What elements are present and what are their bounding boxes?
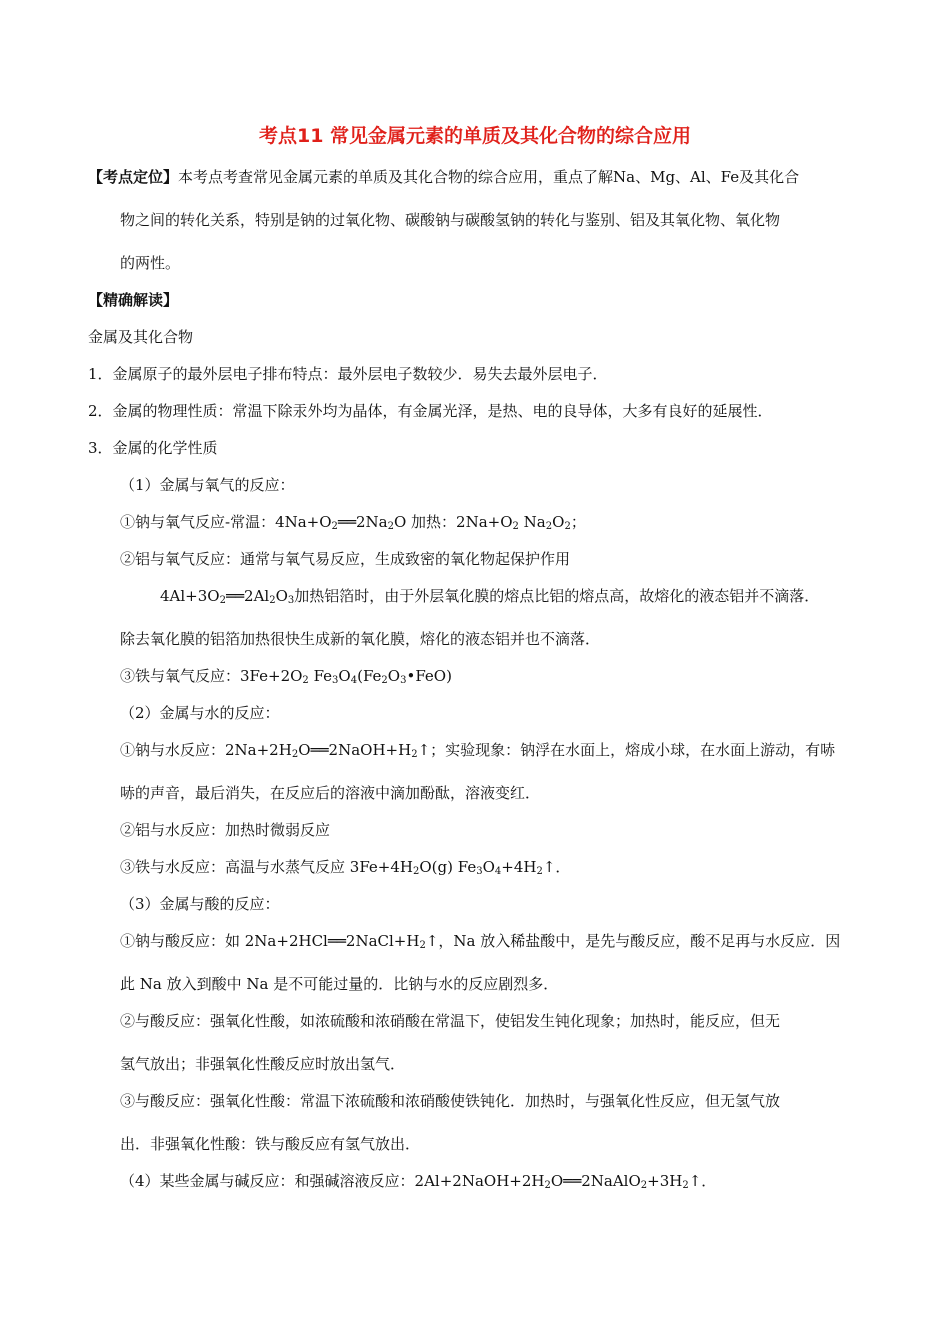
acid-fe-reaction: ③与酸反应：强氧化性酸：常温下浓硫酸和浓硝酸使铁钝化．加热时，与强氧化性反应，但无氢气放 [120,1092,781,1110]
section-heading: 【精确解读】 [88,291,179,309]
acid-na-reaction: ①钠与酸反应：如 $2Na+2HCl══2NaCl+H_2↑$，Na 放入稀盐酸中，是先与酸反应，酸不足再与水反应．因 [120,932,841,951]
section-subtitle: 金属及其化合物 [88,328,194,346]
base-reaction: （4）某些金属与碱反应：和强碱溶液反应：$2Al+2NaOH+2H_2O══2NaAlO_2+3H_2↑$． [120,1172,717,1191]
water-fe-reaction: ③铁与水反应：高温与水蒸气反应 $3Fe+4H_2O(g)$ $Fe_3O_4+4H_2↑$． [120,858,571,877]
positioning-line-2: 物之间的转化关系，特别是钠的过氧化物、碳酸钠与碳酸氢钠的转化与鉴别、铝及其氧化物、氧化物 [120,211,781,229]
point-1: 1．金属原子的最外层电子排布特点：最外层电子数较少．易失去最外层电子． [88,365,608,383]
oxygen-al-continued: 除去氧化膜的铝箔加热很快生成新的氧化膜，熔化的液态铝并也不滴落． [120,630,601,648]
water-al-reaction: ②铝与水反应：加热时微弱反应 [120,821,331,839]
acid-na-continued: 此 Na 放入到酸中 Na 是不可能过量的．比钠与水的反应剧烈多． [120,975,559,993]
positioning-line-1: 【考点定位】本考点考查常见金属元素的单质及其化合物的综合应用，重点了解Na、Mg、Al、Fe及其化合 [88,168,800,186]
water-na-continued: 哧的声音，最后消失，在反应后的溶液中滴加酚酞，溶液变红． [120,784,541,802]
oxygen-al-equation: $4Al+3O_2══2Al_2O_3$加热铝箔时，由于外层氧化膜的熔点比铝的熔点高，故熔化的液态铝并不滴落． [160,587,820,606]
acid-al-reaction: ②与酸反应：强氧化性酸，如浓硫酸和浓硝酸在常温下，使铝发生钝化现象；加热时，能反应，但无 [120,1012,781,1030]
positioning-line-3: 的两性。 [120,254,181,272]
oxygen-al-intro: ②铝与氧气反应：通常与氧气易反应，生成致密的氧化物起保护作用 [120,550,571,568]
point-2: 2．金属的物理性质：常温下除汞外均为晶体，有金属光泽，是热、电的良导体，大多有良好的延展性． [88,402,773,420]
acid-heading: （3）金属与酸的反应： [120,895,280,913]
oxygen-fe-reaction: ③铁与氧气反应：$3Fe+2O_2$ $Fe_3O_4(Fe_2O_3•FeO)$ [120,667,452,686]
positioning-label: 【考点定位】 [88,168,179,186]
acid-al-continued: 氢气放出；非强氧化性酸反应时放出氢气． [120,1055,406,1073]
acid-fe-continued: 出．非强氧化性酸：铁与酸反应有氢气放出． [120,1135,421,1153]
page-title: 考点11 常见金属元素的单质及其化合物的综合应用 [258,125,692,147]
oxygen-heading: （1）金属与氧气的反应： [120,476,295,494]
water-na-reaction: ①钠与水反应：$2Na+2H_2O══2NaOH+H_2↑$；实验现象：钠浮在水面上，熔成小球，在水面上游动，有哧 [120,741,836,760]
water-heading: （2）金属与水的反应： [120,704,280,722]
oxygen-na-reaction: ①钠与氧气反应-常温：$4Na+O_2══2Na_2O$ 加热：$2Na+O_2$ $Na_2O_2$； [120,513,586,532]
point-3: 3．金属的化学性质 [88,439,218,457]
